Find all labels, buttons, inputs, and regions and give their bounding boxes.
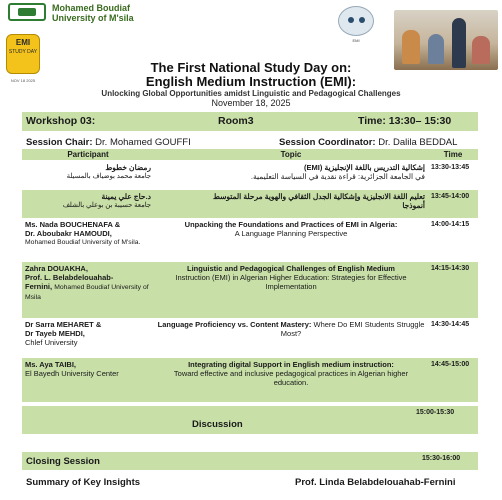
coordinator-label: Session Coordinator: bbox=[279, 137, 376, 148]
participant-cell: Dr Sarra MEHARET & Dr Tayeb MEHDI, Chlef University bbox=[22, 318, 154, 358]
participant-cell: رمضان خطوط جامعة محمد بوضياف بالمسيلة bbox=[22, 160, 154, 190]
table-row bbox=[22, 218, 478, 262]
university-name bbox=[52, 3, 134, 23]
event-date: November 18, 2025 bbox=[211, 98, 291, 108]
university-logo bbox=[8, 3, 46, 21]
time-cell: 14:00-14:15 bbox=[428, 218, 478, 262]
university-line1: Mohamed Boudiaf bbox=[52, 3, 130, 13]
chair-name: Dr. Mohamed GOUFFI bbox=[95, 137, 191, 148]
topic-cell: Language Proficiency vs. Content Mastery: Where Do EMI Students Struggle Most? bbox=[154, 318, 428, 358]
workshop-time: Time: 13:30– 15:30 bbox=[358, 115, 452, 127]
session-chair bbox=[26, 137, 191, 148]
topic-cell: تعليم اللغة الانجليزية وإشكالية الجدل الثقافي والهوية مرحلة المتوسط أنموذجا bbox=[154, 190, 428, 218]
participant-cell: د.حاج علي يمينة جامعة حسيبة بن بوعلي بالشلف bbox=[22, 190, 154, 218]
schedule-table bbox=[22, 149, 478, 402]
time-cell: 14:15-14:30 bbox=[428, 262, 478, 318]
event-subtitle: Unlocking Global Opportunities amidst Linguistic and Pedagogical Challenges bbox=[101, 89, 401, 98]
badge-date: NOV 18 2025 bbox=[10, 78, 36, 83]
workshop-room: Room3 bbox=[218, 115, 254, 127]
table-row bbox=[22, 318, 478, 358]
event-title-line2: English Medium Instruction (EMI): bbox=[145, 74, 357, 89]
badge-sub: STUDY DAY bbox=[8, 49, 38, 55]
table-row bbox=[22, 190, 478, 218]
header-time: Time bbox=[428, 149, 478, 160]
closing-bar bbox=[22, 452, 478, 470]
event-title-line1: The First National Study Day on: bbox=[150, 60, 352, 75]
header bbox=[0, 0, 502, 118]
header-participant: Participant bbox=[22, 149, 154, 160]
time-cell: 14:30-14:45 bbox=[428, 318, 478, 358]
closing-label: Closing Session bbox=[26, 456, 100, 467]
participant-cell: Ms. Aya TAIBI, El Bayedh University Center bbox=[22, 358, 154, 402]
robot-caption: EMI bbox=[352, 38, 360, 43]
discussion-label: Discussion bbox=[192, 419, 243, 430]
time-cell: 13:45-14:00 bbox=[428, 190, 478, 218]
table-row bbox=[22, 262, 478, 318]
time-cell: 13:30-13:45 bbox=[428, 160, 478, 190]
session-coordinator bbox=[279, 137, 457, 148]
header-topic: Topic bbox=[154, 149, 428, 160]
coordinator-name: Dr. Dalila BEDDAL bbox=[378, 137, 458, 148]
workshop-name: Workshop 03: bbox=[26, 115, 96, 127]
participant-cell: Ms. Nada BOUCHENAFA & Dr. Aboubakr HAMOUDI, Mohamed Boudiaf University of M'sila. bbox=[22, 218, 154, 262]
discussion-time: 15:00-15:30 bbox=[416, 409, 455, 416]
topic-cell: Linguistic and Pedagogical Challenges of English Medium Instruction (EMI) in Algerian Higher Education: Strategies for Effective Implementation bbox=[154, 262, 428, 318]
closing-time: 15:30-16:00 bbox=[422, 455, 461, 462]
topic-cell: Unpacking the Foundations and Practices of EMI in Algeria: A Language Planning Perspective bbox=[154, 218, 428, 262]
summary-presenter: Prof. Linda Belabdelouahab-Fernini bbox=[295, 477, 456, 488]
workshop-bar bbox=[22, 112, 478, 131]
time-cell: 14:45-15:00 bbox=[428, 358, 478, 402]
badge-title: EMI bbox=[15, 38, 31, 47]
discussion-bar bbox=[22, 406, 478, 434]
table-row bbox=[22, 160, 478, 190]
robot-icon bbox=[338, 6, 374, 36]
chair-label: Session Chair: bbox=[26, 137, 93, 148]
participant-cell: Zahra DOUAKHA, Prof. L. Belabdelouahab- Fernini, Mohamed Boudiaf University of Msila bbox=[22, 262, 154, 318]
summary-label: Summary of Key Insights bbox=[26, 477, 141, 488]
topic-cell: Integrating digital Support in English medium instruction: Toward effective and inclusive pedagogical practices in Algerian higher education. bbox=[154, 358, 428, 402]
university-line2: University of M'sila bbox=[52, 13, 134, 23]
table-row bbox=[22, 358, 478, 402]
topic-cell: إشكالية التدريس باللغة الإنجليزية (EMI) في الجامعة الجزائرية: قراءة نقدية في السياسة التعليمية. bbox=[154, 160, 428, 190]
